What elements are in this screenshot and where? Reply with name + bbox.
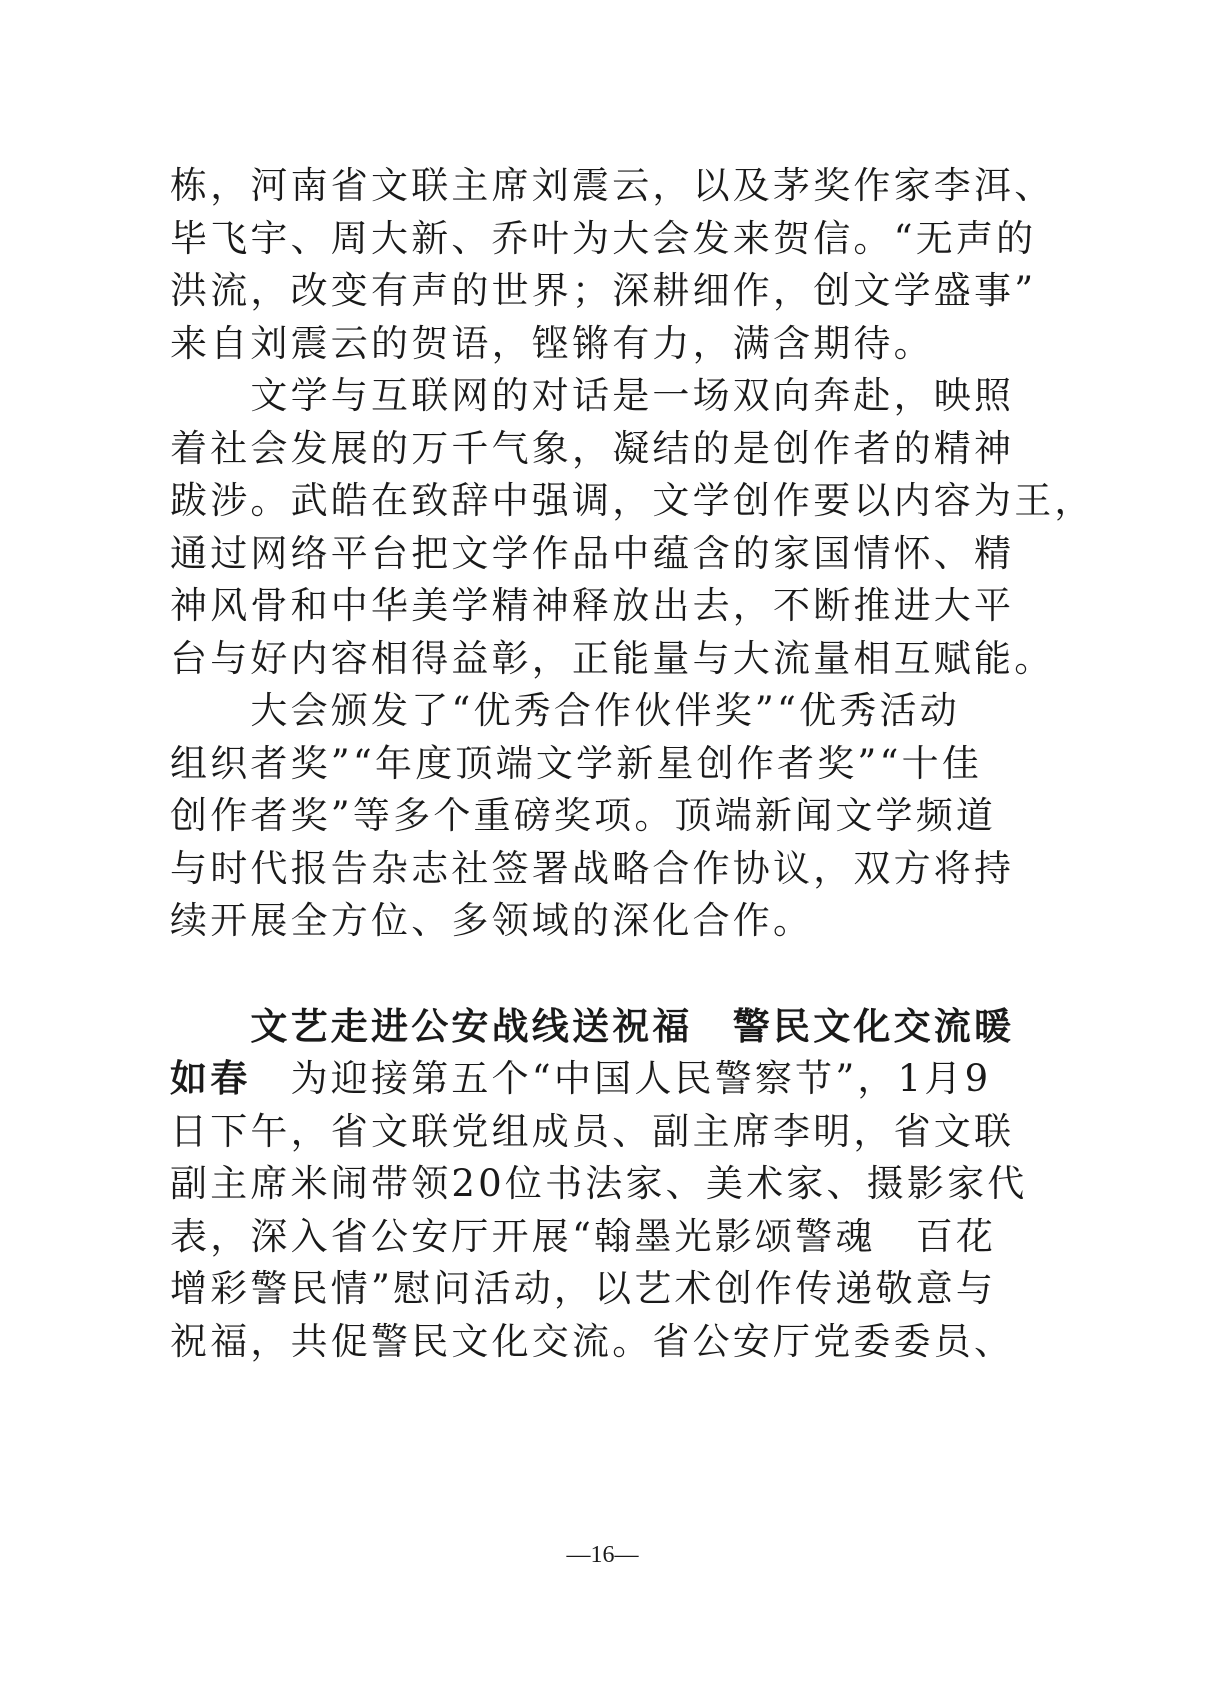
text-line: 续开展全方位、多领域的深化合作。 <box>170 899 814 942</box>
text-line: 神风骨和中华美学精神释放出去，不断推进大平 <box>170 584 1015 627</box>
paragraph-congratulations <box>170 160 1055 370</box>
text-line: 来自刘震云的贺语，铿锵有力，满含期待。 <box>170 321 934 365</box>
section-lead-text: 为迎接第五个“中国人民警察节”，1月9 <box>250 1057 992 1100</box>
text-line: 毕飞宇、周大新、乔叶为大会发来贺信。“无声的 <box>170 216 1037 260</box>
section-gap <box>170 948 946 1001</box>
text-line: 日下午，省文联党组成员、副主席李明，省文联 <box>170 1109 1015 1153</box>
paragraph-awards <box>170 685 1015 948</box>
text-line: 跋涉。武皓在致辞中强调，文学创作要以内容为王， <box>170 479 1095 522</box>
section-heading-end: 如春 <box>170 1057 251 1100</box>
text-line: 台与好内容相得益彰，正能量与大流量相互赋能。 <box>170 636 1055 680</box>
text-line: 文学与互联网的对话是一场双向奔赴，映照 <box>170 374 1015 417</box>
page-number: —16— <box>566 1542 639 1568</box>
section-police-culture <box>170 1001 1028 1369</box>
text-line: 栋，河南省文联主席刘震云，以及茅奖作家李洱、 <box>170 164 1055 207</box>
text-line: 洪流，改变有声的世界；深耕细作，创文学盛事” <box>170 269 1037 312</box>
text-line: 增彩警民情”慰问活动，以艺术创作传递敬意与 <box>170 1267 997 1310</box>
paragraph-literature-internet <box>170 370 1095 685</box>
text-line: 副主席米闹带领20位书法家、美术家、摄影家代 <box>170 1162 1028 1205</box>
section-heading: 文艺走进公安战线送祝福 警民文化交流暖 <box>170 1004 1015 1048</box>
document-page <box>170 160 1095 1368</box>
text-line <box>170 1053 992 1106</box>
text-line: 与时代报告杂志社签署战略合作协议，双方将持 <box>170 846 1015 890</box>
text-line: 创作者奖”等多个重磅奖项。顶端新闻文学频道 <box>170 794 997 837</box>
text-line: 表，深入省公安厅开展“翰墨光影颂警魂 百花 <box>170 1214 997 1258</box>
text-line: 大会颁发了“优秀合作伙伴奖”“优秀活动 <box>170 689 960 732</box>
text-line: 祝福，共促警民文化交流。省公安厅党委委员、 <box>170 1319 1015 1363</box>
text-line: 组织者奖”“年度顶端文学新星创作者奖”“十佳 <box>170 741 983 785</box>
text-line: 通过网络平台把文学作品中蕴含的家国情怀、精 <box>170 531 1015 575</box>
text-line: 着社会发展的万千气象，凝结的是创作者的精神 <box>170 426 1015 470</box>
